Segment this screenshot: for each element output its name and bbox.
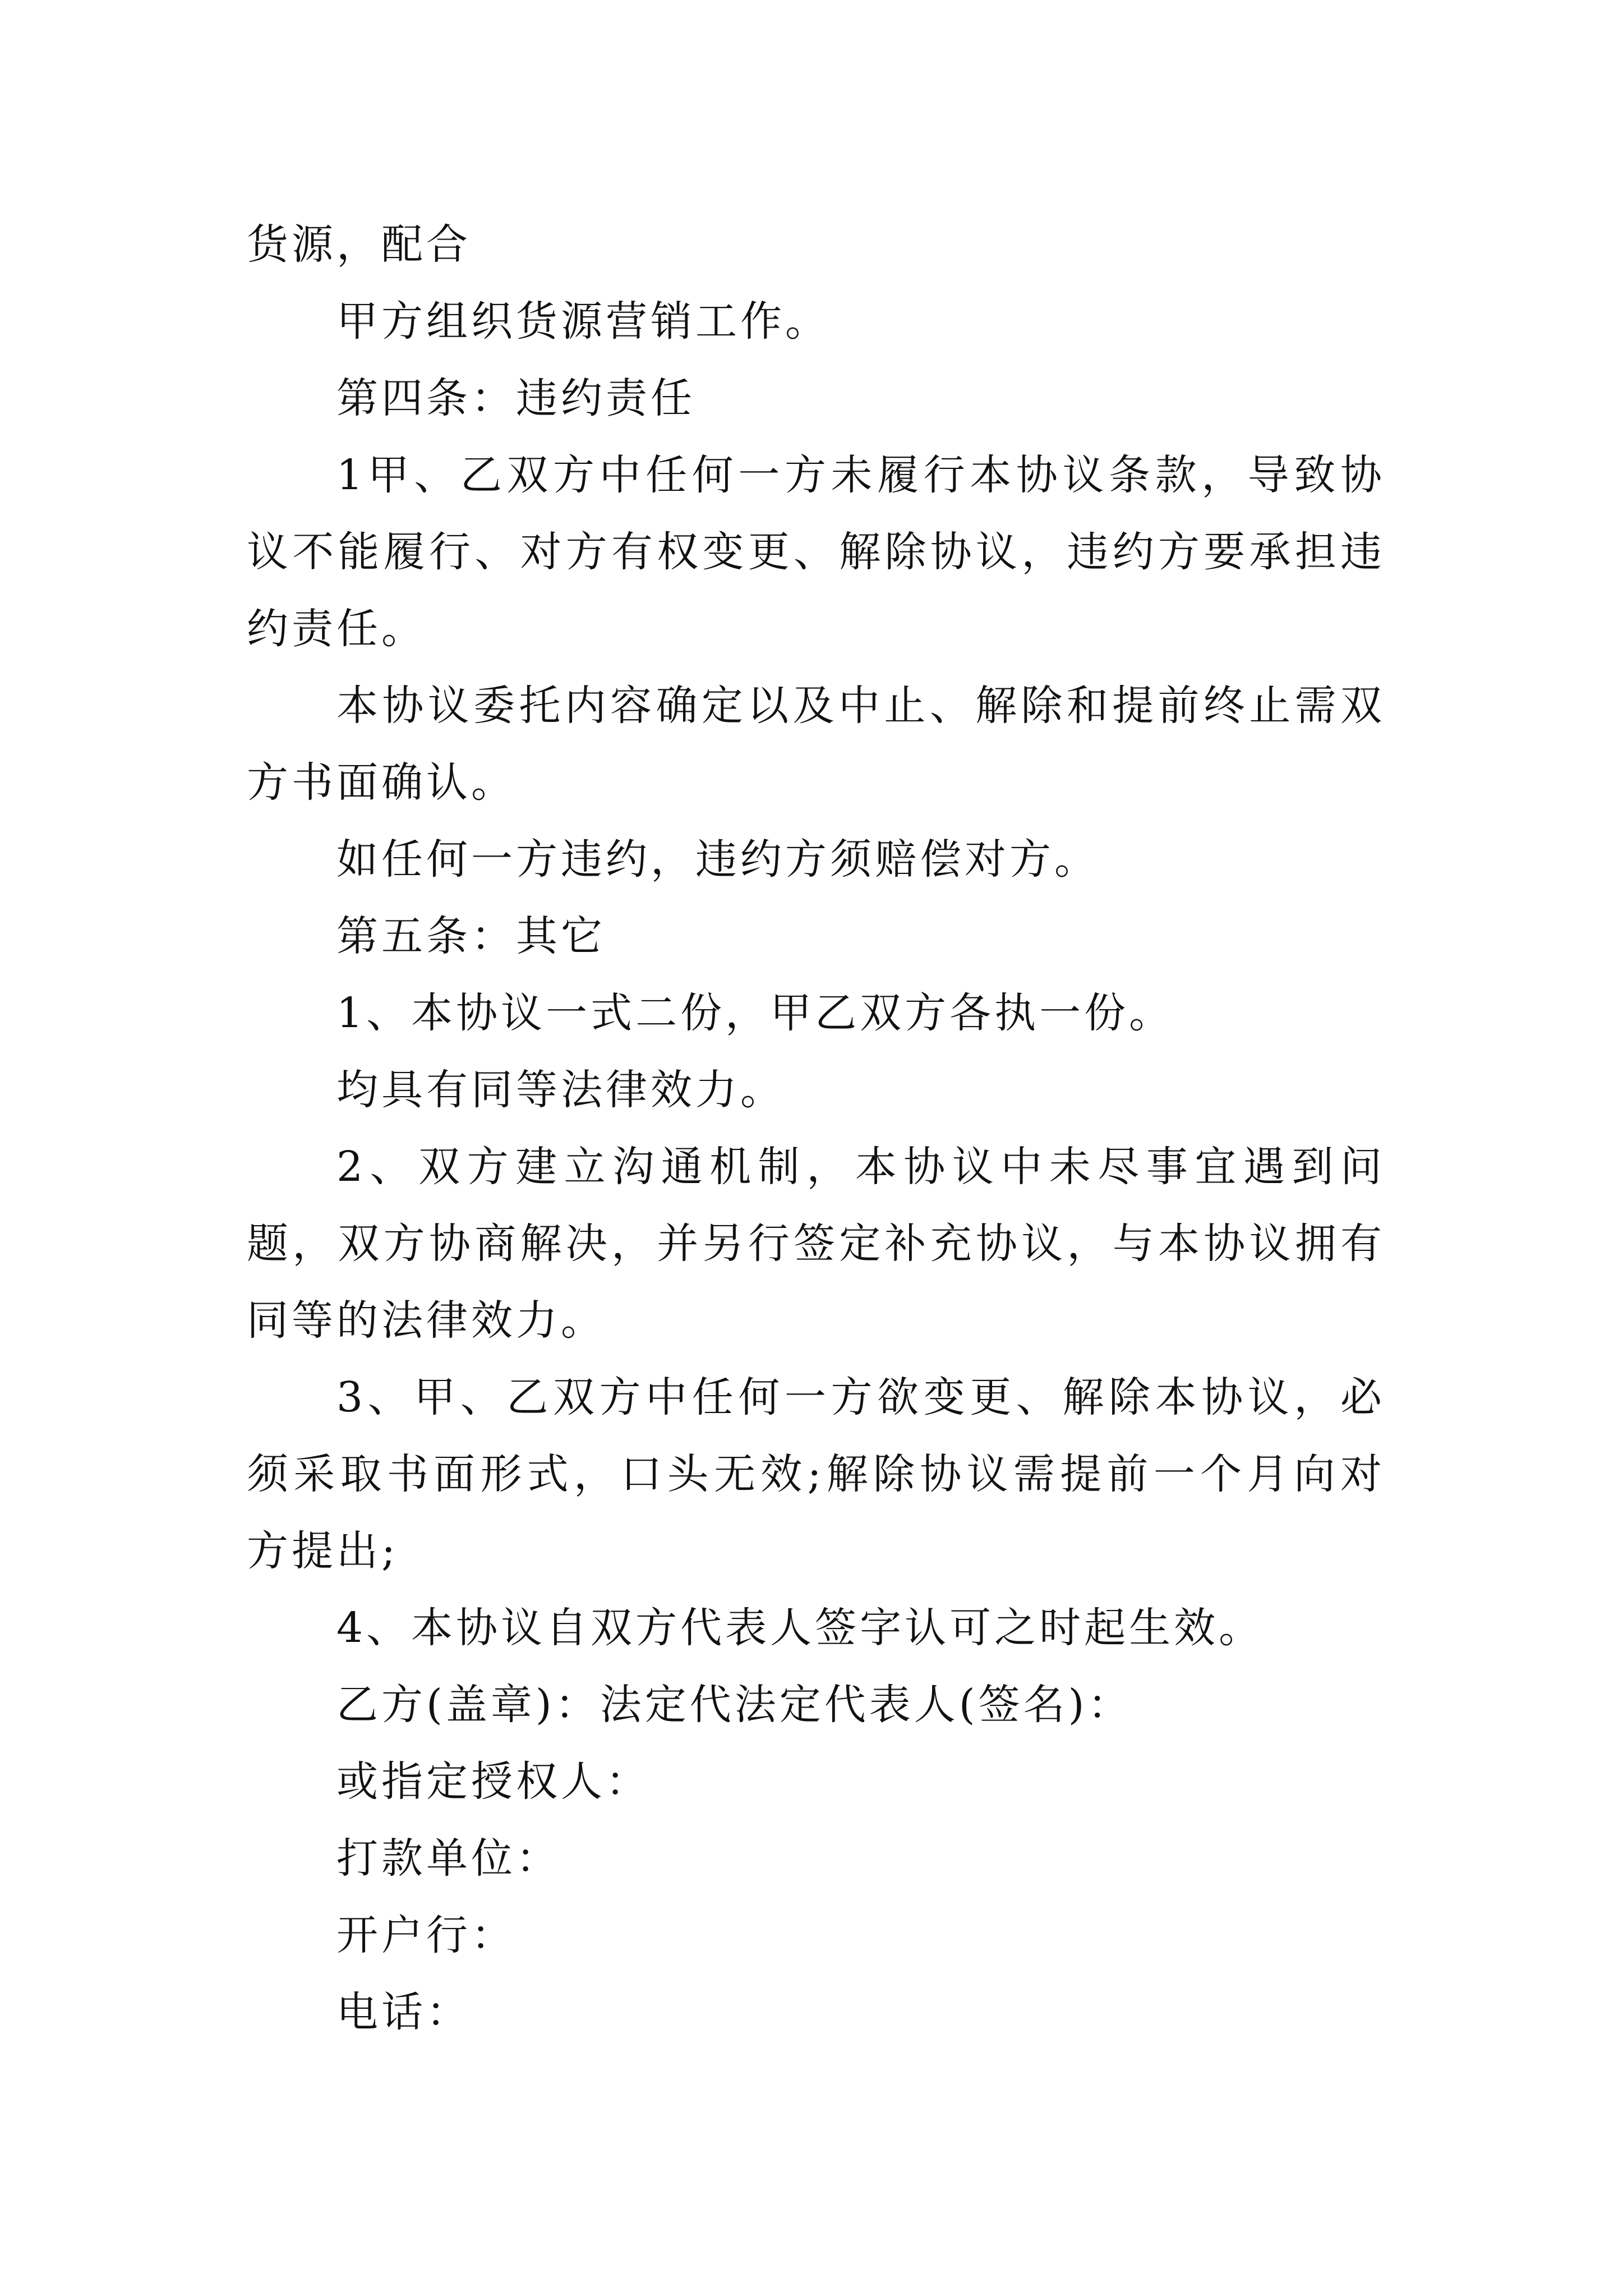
heading-article-five: 第五条：其它: [336, 912, 606, 960]
signature-authorized-person: 或指定授权人：: [336, 1757, 651, 1806]
document-body: [247, 206, 1385, 2051]
field-bank: 开户行：: [336, 1911, 516, 1959]
field-payer-unit: 打款单位：: [336, 1834, 561, 1883]
signature-party-b: 乙方(盖章)：法定代法定代表人(签名)：: [336, 1681, 1133, 1729]
paragraph-modification: 3、甲、乙双方中任何一方欲变更、解除本协议，必须采取书面形式，口头无效;解除协议需提前一个月向对方提出;: [247, 1373, 1385, 1575]
paragraph-effective: 4、本协议自双方代表人签字认可之时起生效。: [336, 1604, 1264, 1652]
paragraph-communication: 2、双方建立沟通机制，本协议中未尽事宜遇到问题，双方协商解决，并另行签定补充协议，与本协议拥有同等的法律效力。: [247, 1143, 1385, 1345]
paragraph-marketing-work: 甲方组织货源营销工作。: [336, 297, 830, 346]
paragraph-copies: 1、本协议一式二份，甲乙双方各执一份。: [336, 989, 1174, 1037]
paragraph-goods-source-cont: 货源，配合: [247, 220, 471, 269]
paragraph-compensation: 如任何一方违约，违约方须赔偿对方。: [336, 835, 1099, 884]
paragraph-breach-clause-1: 1甲、乙双方中任何一方未履行本协议条款，导致协议不能履行、对方有权变更、解除协议，违约方要承担违约责任。: [247, 451, 1385, 653]
paragraph-legal-effect: 均具有同等法律效力。: [336, 1066, 785, 1114]
heading-article-four: 第四条：违约责任: [336, 374, 695, 422]
field-phone: 电话：: [336, 1988, 471, 2036]
paragraph-written-confirmation: 本协议委托内容确定以及中止、解除和提前终止需双方书面确认。: [247, 682, 1385, 807]
